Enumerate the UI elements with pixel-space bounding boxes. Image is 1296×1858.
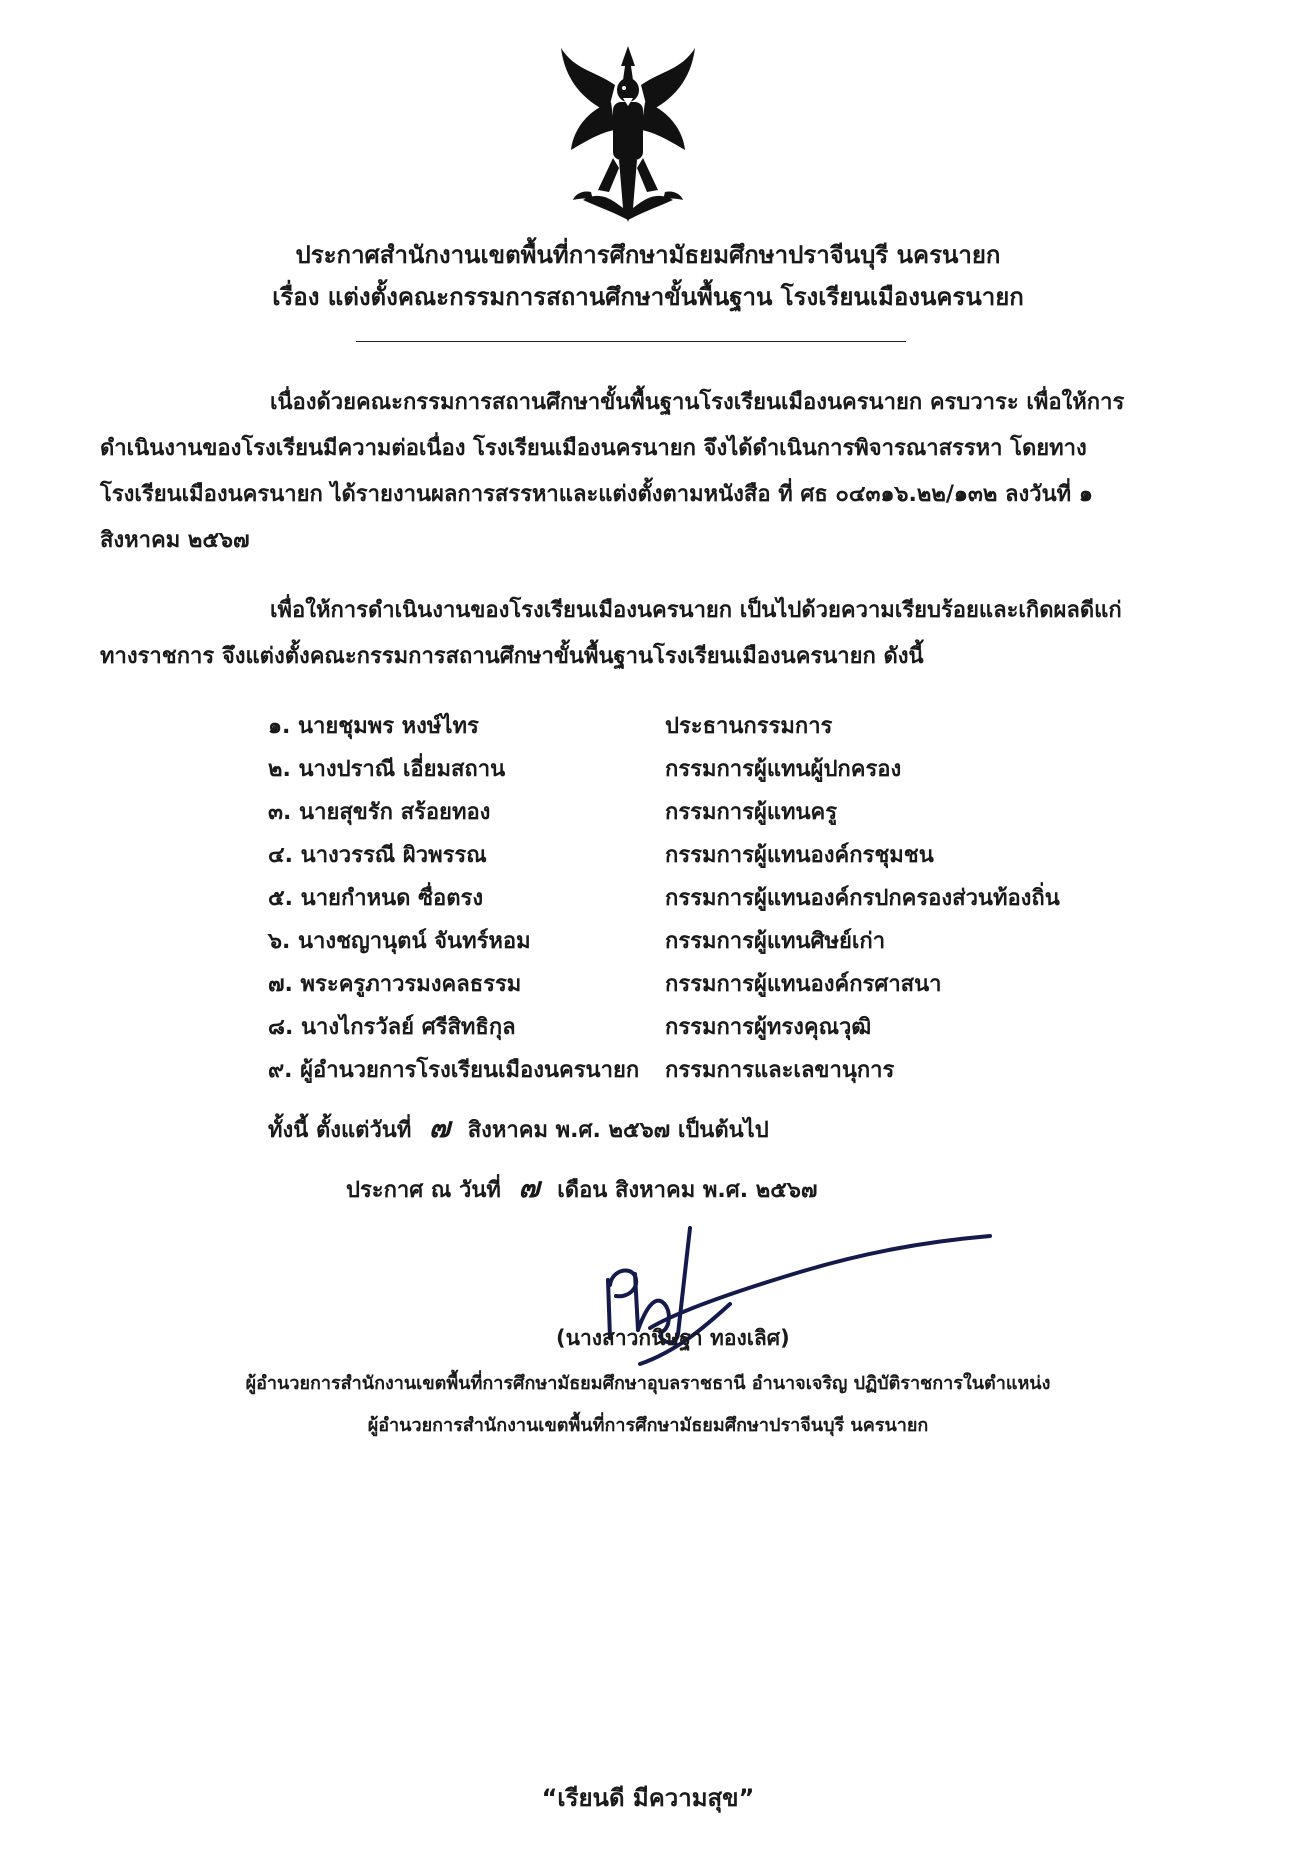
effective-suffix: สิงหาคม พ.ศ. ๒๕๖๗ เป็นต้นไป	[467, 1118, 769, 1143]
announced-suffix: เดือน สิงหาคม พ.ศ. ๒๕๖๗	[557, 1178, 818, 1203]
list-item	[268, 920, 1068, 963]
footer-motto: “เรียนดี มีความสุข”	[541, 1784, 755, 1812]
member-role: ประธานกรรมการ	[665, 714, 833, 739]
announced-prefix: ประกาศ ณ วันที่	[346, 1178, 501, 1203]
signer-title-2: ผู้อำนวยการสำนักงานเขตพื้นที่การศึกษามัธยมศึกษาปราจีนบุรี นครนายก	[367, 1415, 929, 1436]
committee-list	[268, 705, 1068, 1092]
member-name: ๗. พระครูภาวรมงคลธรรม	[268, 972, 522, 997]
member-role: กรรมการผู้แทนครู	[665, 800, 838, 825]
member-role: กรรมการผู้แทนองค์กรศาสนา	[665, 972, 942, 997]
list-item	[268, 877, 1068, 920]
divider	[356, 341, 906, 342]
list-item	[268, 1006, 1068, 1049]
list-item	[268, 963, 1068, 1006]
member-role: กรรมการผู้แทนผู้ปกครอง	[665, 757, 902, 782]
garuda-emblem	[553, 40, 703, 230]
announcement-date	[346, 1168, 817, 1211]
announcement-subject: เรื่อง แต่งตั้งคณะกรรมการสถานศึกษาขั้นพื้นฐาน โรงเรียนเมืองนครนายก	[272, 283, 1024, 311]
effective-prefix: ทั้งนี้ ตั้งแต่วันที่	[268, 1118, 412, 1143]
list-item	[268, 1049, 1068, 1092]
announced-day: ๗	[518, 1171, 540, 1204]
signer-title-1: ผู้อำนวยการสำนักงานเขตพื้นที่การศึกษามัธยมศึกษาอุบลราชธานี อำนาจเจริญ ปฏิบัติราชการในตำแหน่ง	[245, 1373, 1051, 1394]
member-name: ๔. นางวรรณี ผิวพรรณ	[268, 843, 487, 868]
member-name: ๘. นางไกรวัลย์ ศรีสิทธิกุล	[268, 1015, 516, 1040]
member-role: กรรมการและเลขานุการ	[665, 1058, 895, 1083]
member-name: ๕. นายกำหนด ซื่อตรง	[268, 886, 484, 911]
member-name: ๓. นายสุขรัก สร้อยทอง	[268, 800, 491, 825]
announcement-title: ประกาศสำนักงานเขตพื้นที่การศึกษามัธยมศึกษาปราจีนบุรี นครนายก	[295, 241, 1001, 269]
effective-day: ๗	[429, 1111, 451, 1144]
member-name: ๑. นายชุมพร หงษ์ไทร	[268, 714, 479, 739]
member-name: ๙. ผู้อำนวยการโรงเรียนเมืองนครนายก	[268, 1058, 640, 1083]
body-paragraph-2: เพื่อให้การดำเนินงานของโรงเรียนเมืองนครนายก เป็นไปด้วยความเรียบร้อยและเกิดผลดีแก่ทางราชการ จึงแต่งตั้งคณะกรรมการสถานศึกษาขั้นพื้นฐานโรงเรียนเมืองนครนายก ดังนี้	[100, 598, 1122, 669]
list-item	[268, 705, 1068, 748]
member-role: กรรมการผู้ทรงคุณวุฒิ	[665, 1015, 872, 1040]
member-role: กรรมการผู้แทนศิษย์เก่า	[665, 929, 886, 954]
signer-name: (นางสาวกนิษฐา ทองเลิศ)	[556, 1326, 790, 1350]
list-item	[268, 834, 1068, 877]
effective-date	[268, 1108, 769, 1151]
member-name: ๖. นางชญานุตน์ จันทร์หอม	[268, 929, 531, 954]
member-role: กรรมการผู้แทนองค์กรชุมชน	[665, 843, 934, 868]
list-item	[268, 748, 1068, 791]
list-item	[268, 791, 1068, 834]
body-paragraph-1: เนื่องด้วยคณะกรรมการสถานศึกษาขั้นพื้นฐานโรงเรียนเมืองนครนายก ครบวาระ เพื่อให้การดำเนินงานของโรงเรียนมีความต่อเนื่อง โรงเรียนเมืองนครนายก จึงได้ดำเนินการพิจารณาสรรหา โดยทางโรงเรียนเมืองนครนายก ได้รายงานผลการสรรหาและแต่งตั้งตามหนังสือ ที่ ศธ ๐๔๓๑๖.๒๒/๑๓๒ ลงวันที่ ๑ สิงหาคม ๒๕๖๗	[100, 390, 1125, 553]
member-name: ๒. นางปราณี เอี่ยมสถาน	[268, 757, 506, 782]
member-role: กรรมการผู้แทนองค์กรปกครองส่วนท้องถิ่น	[665, 886, 1060, 911]
